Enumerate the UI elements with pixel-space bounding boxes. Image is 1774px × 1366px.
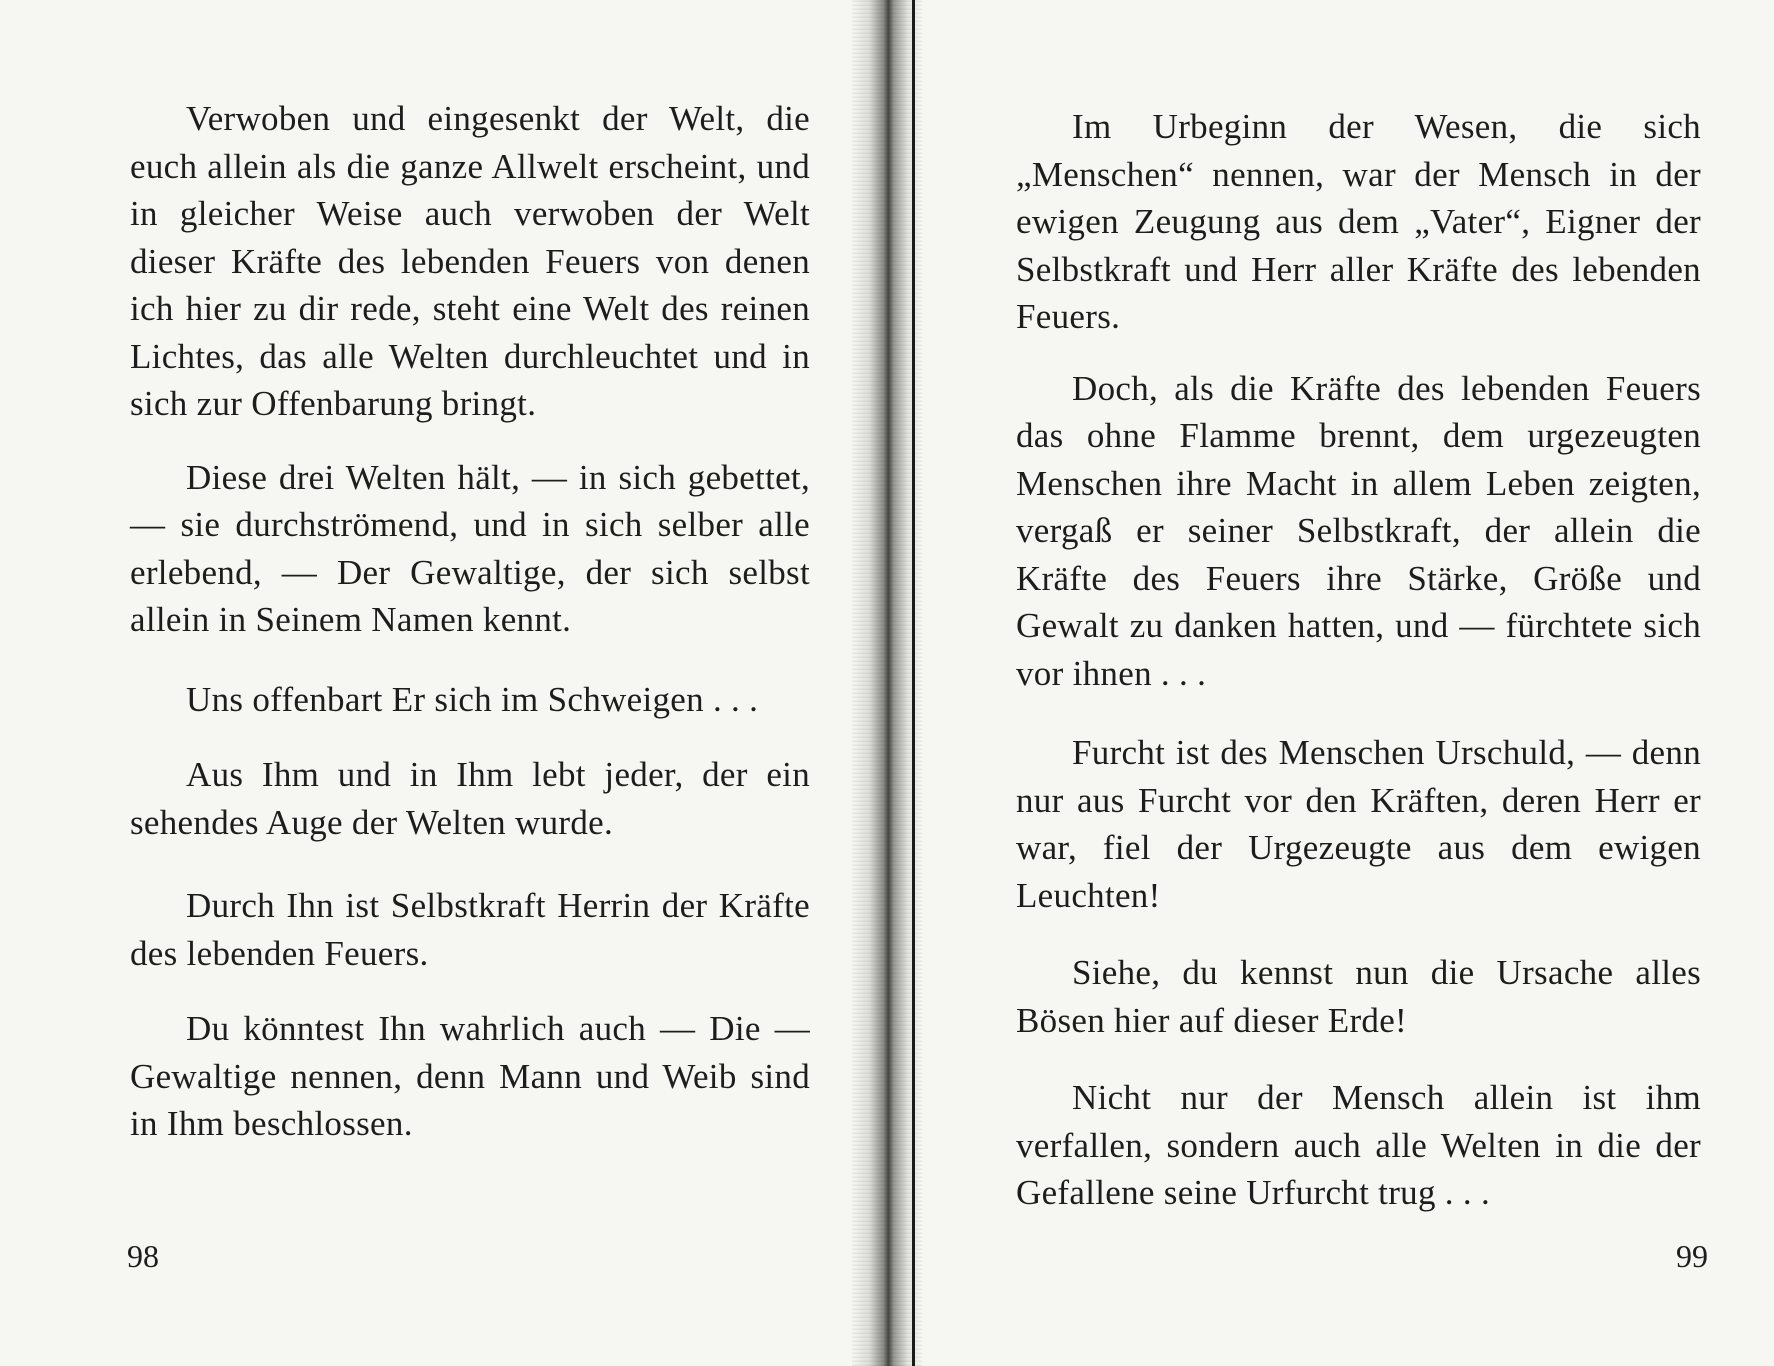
page-number: 99 <box>1676 1238 1708 1274</box>
paragraph: Diese drei Welten hält, — in sich gebettet, — sie durchströmend, und in sich selber alle erlebend, — Der Gewaltige, der sich selbst allein in Seinem Namen kennt. <box>130 457 810 639</box>
paragraph: Furcht ist des Menschen Urschuld, — denn nur aus Furcht vor den Kräften, deren Herr er war, fiel der Urgezeugte aus dem ewigen Leuchten! <box>1016 733 1701 915</box>
gutter-edge <box>912 0 915 1366</box>
paragraph: Nicht nur der Mensch allein ist ihm verfallen, sondern auch alle Welten in die der Gefallene seine Urfurcht trug . . . <box>1016 1078 1701 1212</box>
paragraph: Du könntest Ihn wahrlich auch — Die — Gewaltige nennen, denn Mann und Weib sind in Ihm beschlossen. <box>130 1009 810 1143</box>
paragraph: Im Urbeginn der Wesen, die sich „Menschen“ nennen, war der Mensch in der ewigen Zeugung aus dem „Vater“, Eigner der Selbstkraft und Herr aller Kräfte des lebenden Feuers. <box>1016 107 1701 336</box>
paragraph: Verwoben und eingesenkt der Welt, die euch allein als die ganze Allwelt erscheint, und in gleicher Weise auch verwoben der Welt dieser Kräfte des lebenden Feuers von denen ich hier zu dir rede, steht eine Welt des reinen Lichtes, das alle Welten durchleuchtet und in sich zur Offenbarung bringt. <box>130 99 810 423</box>
paragraph: Siehe, du kennst nun die Ursache alles Bösen hier auf dieser Erde! <box>1016 953 1701 1040</box>
left-page <box>0 0 880 1366</box>
paragraph: Aus Ihm und in Ihm lebt jeder, der ein sehendes Auge der Welten wurde. <box>130 755 810 842</box>
page-number: 98 <box>127 1238 159 1274</box>
paragraph: Durch Ihn ist Selbstkraft Herrin der Kräfte des lebenden Feuers. <box>130 886 810 973</box>
paragraph: Doch, als die Kräfte des lebenden Feuers das ohne Flamme brennt, dem urgezeugten Menschen ihre Macht in allem Leben zeigten, vergaß er seiner Selbstkraft, der allein die Kräfte des Feuers ihre Stärke, Größe und Gewalt zu danken hatten, und — fürchtete sich vor ihnen . . . <box>1016 368 1701 693</box>
right-page-text <box>1016 103 1701 1241</box>
right-page <box>920 0 1774 1366</box>
left-page-text <box>130 95 810 1172</box>
paragraph: Uns offenbart Er sich im Schweigen . . . <box>186 679 759 719</box>
